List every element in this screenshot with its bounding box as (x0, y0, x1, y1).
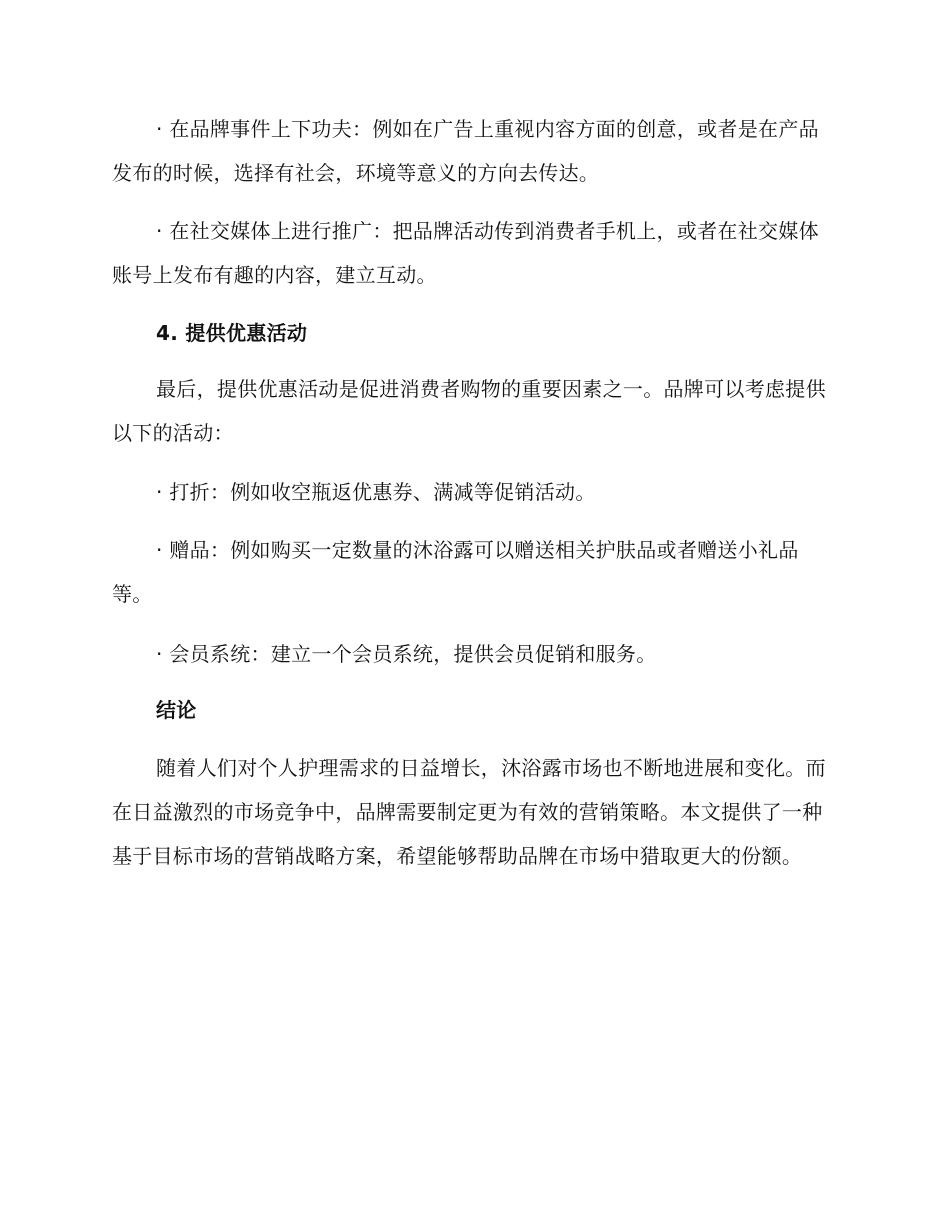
bullet-gift: · 赠品：例如购买一定数量的沐浴露可以赠送相关护肤品或者赠送小礼品等。 (112, 538, 799, 606)
paragraph-promotions-intro: 最后，提供优惠活动是促进消费者购物的重要因素之一。品牌可以考虑提供以下的活动： (112, 377, 826, 445)
bullet-membership: · 会员系统：建立一个会员系统，提供会员促销和服务。 (156, 642, 657, 666)
bullet-brand-events: · 在品牌事件上下功夫：例如在广告上重视内容方面的创意，或者是在产品发布的时候，选择有社会，环境等意义的方向去传达。 (112, 117, 819, 185)
section-heading-conclusion: 结论 (156, 698, 197, 722)
bullet-discount: · 打折：例如收空瓶返优惠券、满减等促销活动。 (156, 480, 596, 504)
section-heading-promotions: 4. 提供优惠活动 (156, 321, 308, 345)
bullet-social-media: · 在社交媒体上进行推广：把品牌活动传到消费者手机上，或者在社交媒体账号上发布有趣的内容，建立互动。 (112, 219, 819, 287)
paragraph-conclusion: 随着人们对个人护理需求的日益增长，沐浴露市场也不断地进展和变化。而在日益激烈的市场竞争中，品牌需要制定更为有效的营销策略。本文提供了一种基于目标市场的营销战略方案，希望能够帮助品牌在市场中猎取更大的份额。 (112, 756, 826, 868)
